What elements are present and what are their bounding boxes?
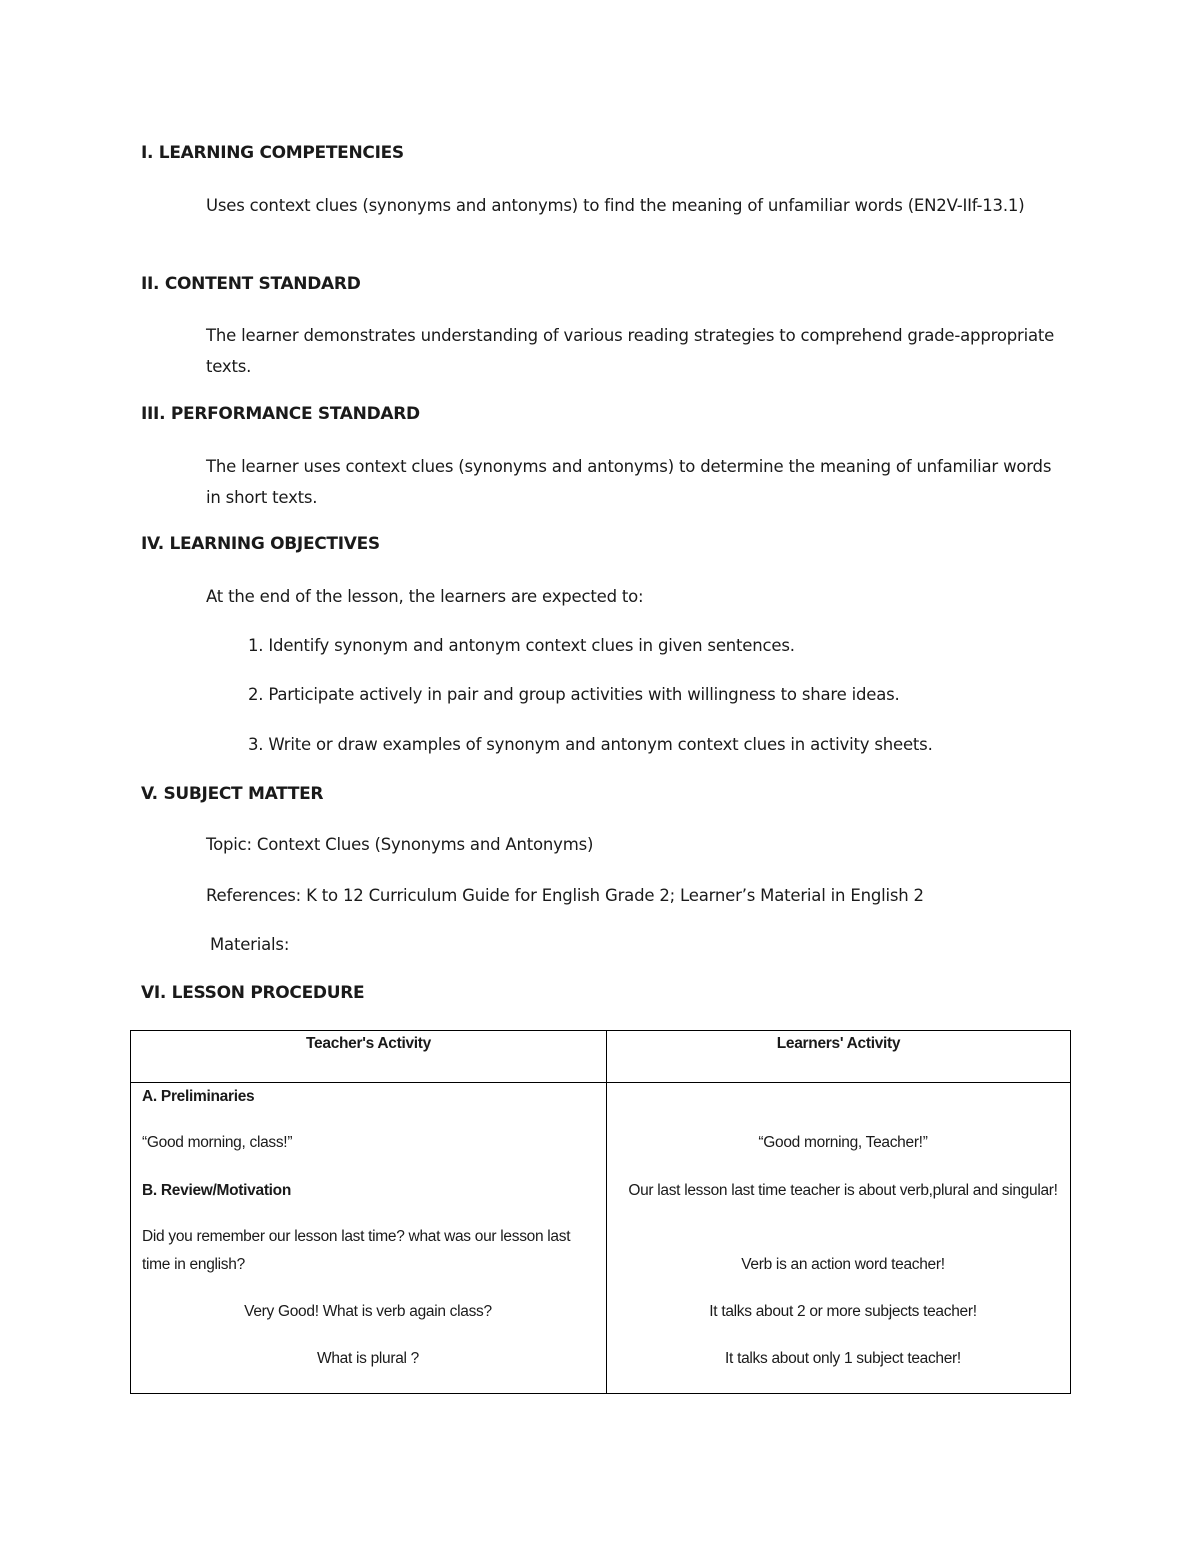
objectives-heading: IV. LEARNING OBJECTIVES xyxy=(141,534,380,554)
teacher-verb-question: Very Good! What is verb again class? xyxy=(244,1303,492,1320)
review-label: B. Review/Motivation xyxy=(142,1182,292,1199)
learners-verb-answer: Verb is an action word teacher! xyxy=(741,1256,945,1273)
teacher-plural-question: What is plural ? xyxy=(316,1350,420,1367)
learners-cell xyxy=(607,1083,1071,1394)
subject-materials: Materials: xyxy=(210,935,290,954)
competencies-heading: I. LEARNING COMPETENCIES xyxy=(141,143,404,163)
performance-standard-text: The learner uses context clues (synonyms and antonyms) to determine the meaning of unfamiliar words in short texts. xyxy=(206,457,1052,507)
objective-item: 1. Identify synonym and antonym context clues in given sentences. xyxy=(248,636,795,655)
subject-topic: Topic: Context Clues (Synonyms and Antonyms) xyxy=(206,835,594,854)
learners-plural-answer: It talks about 2 or more subjects teacher! xyxy=(709,1303,977,1320)
lesson-procedure-table xyxy=(130,1030,1071,1394)
procedure-heading: VI. LESSON PROCEDURE xyxy=(141,983,365,1003)
content-standard-text: The learner demonstrates understanding of various reading strategies to comprehend grade-appropriate texts. xyxy=(206,326,1055,376)
competencies-text: Uses context clues (synonyms and antonyms) to find the meaning of unfamiliar words (EN2V-IIf-13.1) xyxy=(206,196,1025,215)
table-header-row xyxy=(131,1031,1071,1083)
learners-singular-answer: It talks about only 1 subject teacher! xyxy=(725,1350,961,1367)
preliminaries-label: A. Preliminaries xyxy=(142,1088,255,1105)
teacher-greeting: “Good morning, class!” xyxy=(142,1134,293,1151)
learners-activity-header: Learners' Activity xyxy=(607,1031,1071,1083)
objectives-intro: At the end of the lesson, the learners are expected to: xyxy=(206,587,644,606)
teacher-cell xyxy=(131,1083,607,1394)
objective-item: 3. Write or draw examples of synonym and antonym context clues in activity sheets. xyxy=(248,735,933,754)
learners-last-lesson: Our last lesson last time teacher is about verb,plural and singular! xyxy=(628,1182,1058,1199)
content-standard-heading: II. CONTENT STANDARD xyxy=(141,274,361,294)
teacher-activity-header: Teacher's Activity xyxy=(131,1031,607,1083)
performance-standard-heading: III. PERFORMANCE STANDARD xyxy=(141,404,420,424)
table-row xyxy=(131,1083,1071,1394)
objective-item: 2. Participate actively in pair and group activities with willingness to share ideas. xyxy=(248,685,900,704)
learners-greeting: “Good morning, Teacher!” xyxy=(758,1134,928,1151)
subject-references: References: K to 12 Curriculum Guide for English Grade 2; Learner’s Material in English 2 xyxy=(206,886,924,905)
subject-matter-heading: V. SUBJECT MATTER xyxy=(141,784,324,804)
teacher-question: Did you remember our lesson last time? what was our lesson last time in english? xyxy=(142,1228,571,1273)
